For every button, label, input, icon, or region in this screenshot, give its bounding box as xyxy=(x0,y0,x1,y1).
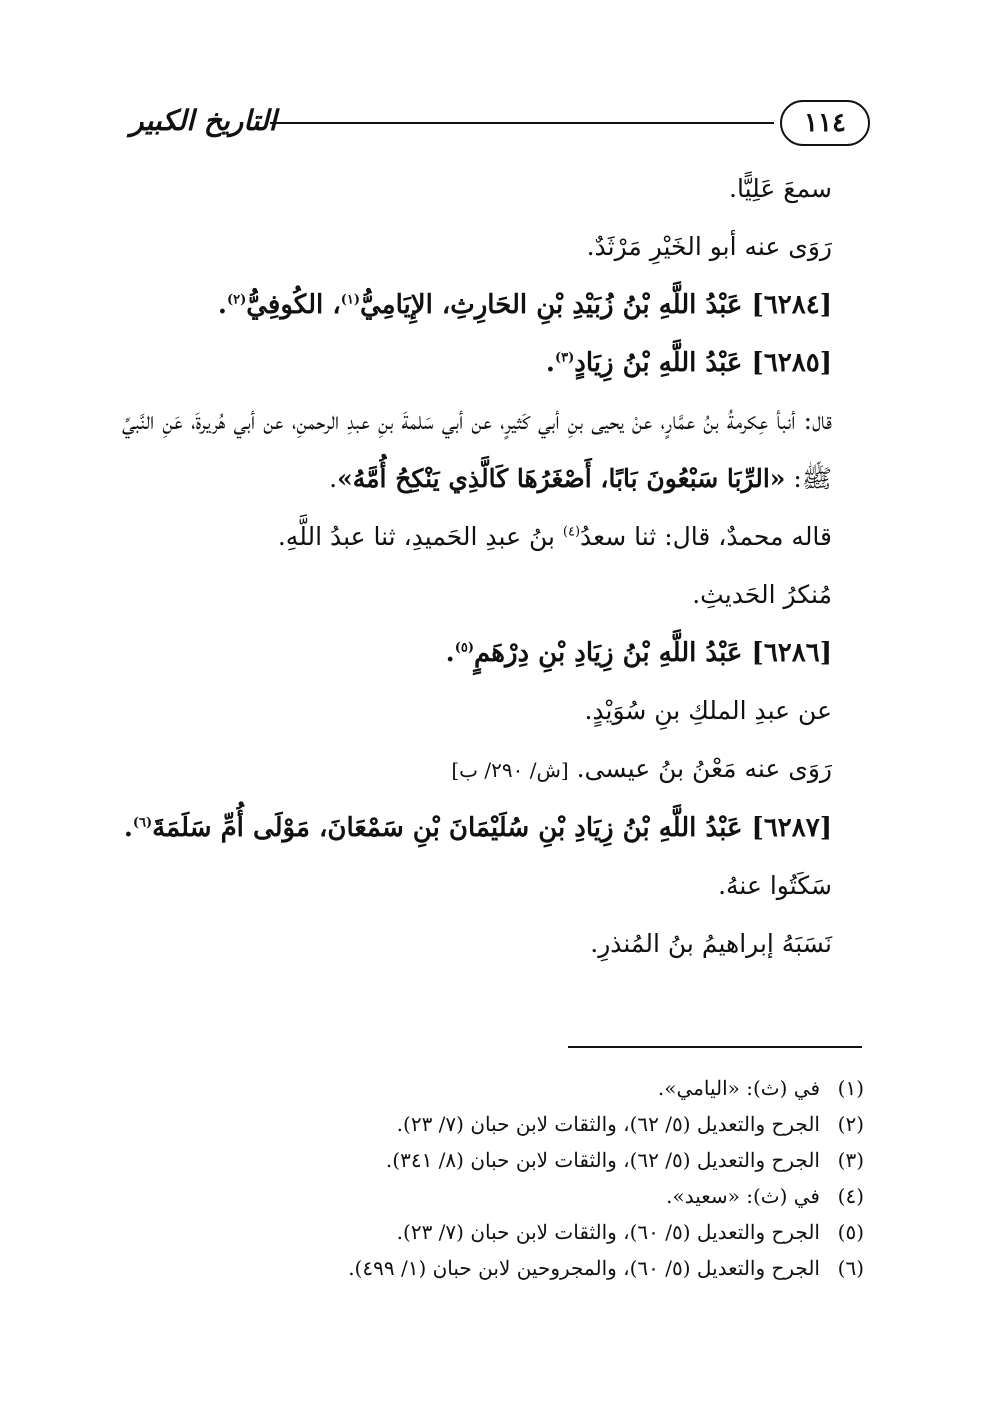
punctuation: . xyxy=(329,464,338,493)
entry-name: عَبْدُ اللَّهِ بْنُ زِيَادِ بْنِ دِرْهَمٍ xyxy=(473,638,743,668)
footnote-number: (٥) xyxy=(837,1220,864,1244)
punctuation: . xyxy=(217,290,227,320)
footnote-ref: (٤) xyxy=(562,524,581,540)
footnote-ref: (٣) xyxy=(554,350,575,366)
page-header xyxy=(130,96,870,156)
main-text xyxy=(122,160,866,973)
entry-name: عَبْدُ اللَّهِ بْنُ زِيَادٍ xyxy=(574,348,743,378)
footnote-number: (١) xyxy=(837,1076,864,1100)
hadith-paragraph xyxy=(122,392,866,508)
isnad-text: قال: أنبأ عِكرمةُ بنُ عمَّارٍ، عنْ يحيى بنِ أبي كَثيرٍ، عن أبي سَلمةَ بنِ عبدِ الرحمنِ، عن أبي هُريرةَ، عَنِ النَّبيِّ ﷺ: xyxy=(122,406,832,493)
footnote xyxy=(120,1106,864,1142)
footnote-number: (٢) xyxy=(837,1112,864,1136)
book-title: التاريخ الكبير xyxy=(130,104,277,137)
text-line xyxy=(122,160,866,218)
entry-heading xyxy=(122,624,866,682)
footnote-text: الجرح والتعديل (٥/ ٦٠)، والثقات لابن حبان (٧/ ٢٣). xyxy=(396,1220,820,1244)
footnote-text: الجرح والتعديل (٥/ ٦٢)، والثقات لابن حبان (٧/ ٢٣). xyxy=(396,1112,820,1136)
entry-heading xyxy=(122,799,866,857)
text-line xyxy=(122,508,866,566)
footnote xyxy=(120,1070,864,1106)
footnote-number: (٤) xyxy=(837,1184,864,1208)
footnote-ref: (٦) xyxy=(132,815,153,831)
footnote-ref: (١) xyxy=(340,292,361,308)
footnote-ref: (٥) xyxy=(454,640,474,656)
entry-name: عَبْدُ اللَّهِ بْنُ زُبَيْدِ بْنِ الحَارِثِ، الإِيَامِيُّ xyxy=(360,290,743,320)
footnote-text: الجرح والتعديل (٥/ ٦٠)، والمجروحين لابن حبان (١/ ٤٩٩). xyxy=(348,1256,820,1280)
footnote xyxy=(120,1142,864,1178)
entry-number: [٦٢٨٥] xyxy=(751,348,832,378)
line-text: رَوَى عنه مَعْنُ بنُ عيسى. xyxy=(576,754,832,783)
text-line xyxy=(122,857,866,915)
text-line xyxy=(122,218,866,276)
footnote-number: (٦) xyxy=(837,1256,864,1280)
entry-number: [٦٢٨٦] xyxy=(751,638,832,668)
text-line xyxy=(122,915,866,973)
text-line xyxy=(122,740,866,799)
page-number: ١١٤ xyxy=(780,100,870,146)
line-text: رَوَى عنه أبو الخَيْرِ مَرْثَدٌ. xyxy=(586,232,832,261)
text-line xyxy=(122,682,866,740)
hadith-matn: «الرِّبَا سَبْعُونَ بَابًا، أَصْغَرُهَا كَالَّذِي يَنْكِحُ أُمَّهُ» xyxy=(337,464,786,493)
header-rule xyxy=(270,122,774,124)
footnotes xyxy=(120,1070,864,1286)
entry-number: [٦٢٨٧] xyxy=(751,813,832,843)
footnote-text: في (ث): «سعيد». xyxy=(666,1184,820,1208)
line-text: نَسَبَهُ إبراهيمُ بنُ المُنذرِ. xyxy=(590,929,832,958)
footnote-separator xyxy=(568,1046,862,1048)
footnote xyxy=(120,1250,864,1286)
text-line xyxy=(122,566,866,624)
line-text: مُنكرُ الحَديثِ. xyxy=(692,580,832,609)
line-text: سَكَتُوا عنهُ. xyxy=(718,871,832,900)
entry-heading xyxy=(122,276,866,334)
footnote-text: في (ث): «اليامي». xyxy=(657,1076,820,1100)
line-text: عن عبدِ الملكِ بنِ سُوَيْدٍ. xyxy=(584,696,832,725)
footnote xyxy=(120,1214,864,1250)
line-text: بنُ عبدِ الحَميدِ، ثنا عبدُ اللَّهِ. xyxy=(277,522,563,551)
entry-name: ، الكُوفِيُّ xyxy=(246,290,341,320)
punctuation: . xyxy=(545,348,555,378)
punctuation: . xyxy=(123,813,133,843)
footnote-ref: (٢) xyxy=(226,292,247,308)
footnote-text: الجرح والتعديل (٥/ ٦٢)، والثقات لابن حبان (٨/ ٣٤١). xyxy=(385,1148,820,1172)
entry-number: [٦٢٨٤] xyxy=(751,290,832,320)
punctuation: . xyxy=(445,638,455,668)
footnote xyxy=(120,1178,864,1214)
footnote-number: (٣) xyxy=(837,1148,864,1172)
line-text: قاله محمدٌ، قال: ثنا سعدُ xyxy=(580,522,832,551)
entry-heading xyxy=(122,334,866,392)
manuscript-ref: [ش/ ٢٩٠/ ب] xyxy=(451,758,569,782)
entry-name: عَبْدُ اللَّهِ بْنُ زِيَادِ بْنِ سُلَيْمَانَ بْنِ سَمْعَانَ، مَوْلَى أُمِّ سَلَمَةَ xyxy=(152,813,743,843)
line-text: سمعَ عَلِيًّا. xyxy=(729,174,832,203)
